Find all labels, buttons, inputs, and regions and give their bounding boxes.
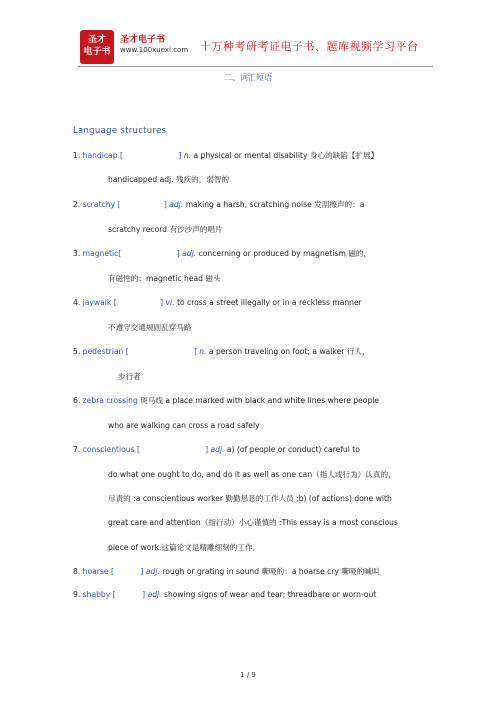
entry-4 xyxy=(73,298,362,308)
entry-3 xyxy=(73,249,371,259)
entry-word: hoarse xyxy=(82,567,109,576)
brand-name: 圣才电子书 xyxy=(120,35,166,45)
entry-pos: adj. xyxy=(210,445,225,454)
entry-2 xyxy=(73,200,364,210)
entry-7-line-4: great care and attention（指行动）小心谨慎的 :This essay is a most conscious xyxy=(108,518,398,527)
entry-pos: adj. xyxy=(169,200,184,209)
entry-word: conscientious xyxy=(82,445,135,454)
entry-definition: making a harsh, scratching noise 发刮擦声的：a xyxy=(185,200,365,209)
entry-9 xyxy=(73,590,376,600)
entry-word: zebra crossing xyxy=(82,396,138,405)
entry-definition: 斑马线 a place marked with black and white lines where people xyxy=(140,396,380,405)
entry-1 xyxy=(73,151,378,161)
section-title: 二、词汇短语 xyxy=(224,73,272,82)
entry-5-line-2: 步行者 xyxy=(118,372,141,381)
entry-word: shabby xyxy=(82,590,111,599)
logo xyxy=(80,30,114,64)
phonetic-bracket: [ ] xyxy=(113,298,164,307)
entry-7 xyxy=(73,445,360,455)
entry-number: 7. xyxy=(73,445,81,454)
entry-6 xyxy=(73,396,379,406)
phonetic-bracket: [ ] xyxy=(117,200,167,209)
entry-number: 8. xyxy=(73,567,81,576)
logo-bottom-text: 电子书 xyxy=(83,47,111,57)
page-number: 1 / 9 xyxy=(240,671,256,679)
entry-definition: a person traveling on foot; a walker 行人， xyxy=(208,347,370,356)
entry-number: 3. xyxy=(73,249,81,258)
entry-definition: to cross a street illegally or in a reckless manner xyxy=(176,298,362,307)
entry-definition: rough or grating in sound 嘶哑的：a hoarse cry 嘶哑的喊叫 xyxy=(162,567,380,576)
subhead: Language structures xyxy=(73,126,167,136)
entry-number: 9. xyxy=(73,590,81,599)
header-slogan: 十万种考研考证电子书、题库视频学习平台 xyxy=(200,40,419,53)
entry-7-line-2: do what one ought to do, and do it as well as one can（指人或行为）认真的， xyxy=(108,470,396,479)
entry-pos: adj. xyxy=(182,249,197,258)
entry-number: 1. xyxy=(73,151,81,160)
phonetic-bracket: [ ] xyxy=(119,151,182,160)
entry-7-line-3: 尽责的 :a conscientious worker 勤勤恳恳的工作人员 ;b) (of actions) done with xyxy=(108,494,392,503)
entry-word: magnetic xyxy=(82,249,119,258)
entry-number: 6. xyxy=(73,396,81,405)
entry-3-line-2: 有磁性的：magnetic head 磁头 xyxy=(108,274,221,283)
brand-url[interactable]: www.100xuexi.com xyxy=(120,46,189,54)
entry-definition: a) (of people or conduct) careful to xyxy=(226,445,360,454)
entry-8 xyxy=(73,567,379,577)
entry-definition: showing signs of wear and tear; threadbare or worn-out xyxy=(163,590,377,599)
entry-pos: adj. xyxy=(147,590,162,599)
entry-7-line-5: piece of work.这篇论文是精雕细刻的工作。 xyxy=(108,543,261,552)
entry-2-line-2: scratchy record 有沙沙声的唱片 xyxy=(108,225,223,234)
phonetic-bracket: [ ] xyxy=(118,249,180,258)
phonetic-bracket: [ ] xyxy=(110,567,144,576)
entry-pos: vi. xyxy=(165,298,175,307)
entry-definition: a physical or mental disability 身心的缺陷【扩展】 xyxy=(193,151,379,160)
entry-4-line-2: 不遵守交通规则乱穿马路 xyxy=(108,323,192,332)
entry-number: 4. xyxy=(73,298,81,307)
entry-number: 5. xyxy=(73,347,81,356)
logo-top-text: 圣才 xyxy=(87,35,106,45)
entry-word: pedestrian xyxy=(82,347,124,356)
entry-word: handicap xyxy=(82,151,118,160)
page-header xyxy=(80,30,430,64)
phonetic-bracket: [ ] xyxy=(136,445,209,454)
phonetic-bracket: [ ] xyxy=(112,590,146,599)
entry-number: 2. xyxy=(73,200,81,209)
header-divider xyxy=(78,66,433,67)
entry-6-line-2: who are walking can cross a road safely xyxy=(108,421,260,430)
entry-pos: n. xyxy=(183,151,192,160)
entry-definition: concerning or produced by magnetism 磁的， xyxy=(198,249,372,258)
entry-5 xyxy=(73,347,370,357)
entry-1-line-2: handicapped adj. 残疾的，弱智的 xyxy=(108,175,230,184)
entry-pos: n. xyxy=(199,347,207,356)
entry-word: scratchy xyxy=(82,200,116,209)
entry-word: jaywalk xyxy=(82,298,112,307)
phonetic-bracket: [ ] xyxy=(125,347,197,356)
entry-pos: adj. xyxy=(145,567,160,576)
